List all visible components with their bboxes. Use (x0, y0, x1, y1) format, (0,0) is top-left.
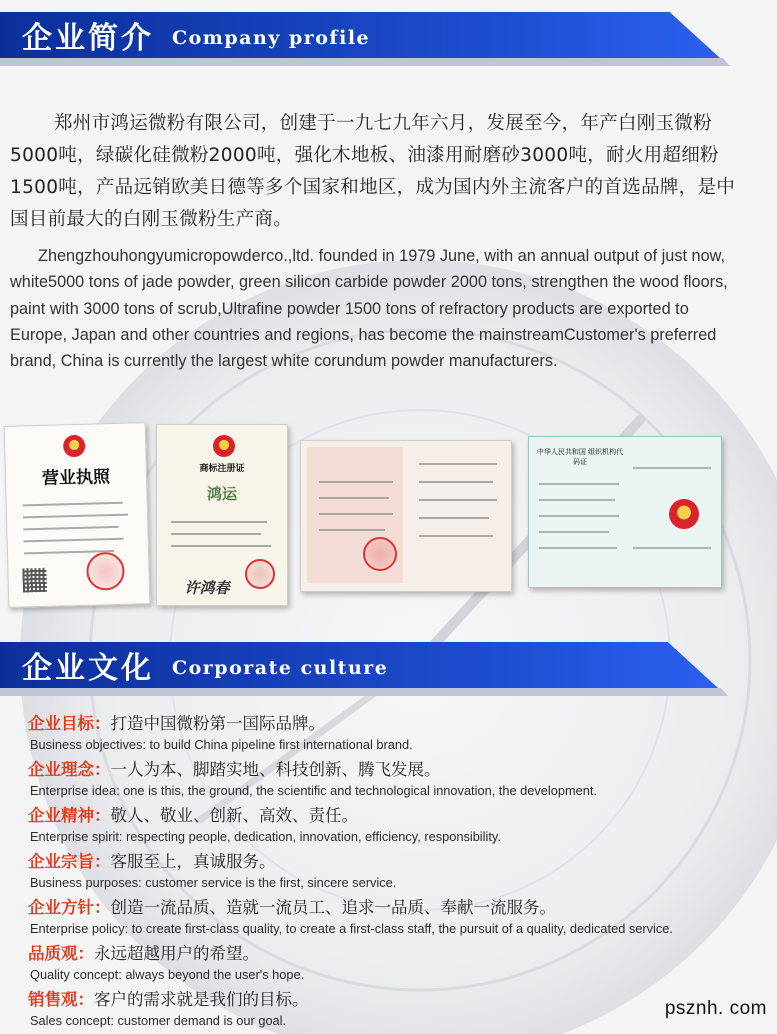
culture-text-zh: 一人为本、脚踏实地、科技创新、腾飞发展。 (110, 760, 441, 779)
tax-registration-certificate (300, 440, 512, 592)
company-profile-banner (0, 12, 720, 58)
qr-code (22, 568, 47, 593)
corporate-culture-title-en: Corporate culture (172, 657, 389, 679)
trademark-mark: 鸿运 (206, 485, 237, 503)
culture-list (28, 712, 768, 1034)
culture-text-en: Enterprise idea: one is this, the ground, the scientific and technological innovation, the development. (30, 783, 597, 798)
culture-item-objectives (28, 712, 768, 753)
culture-text-zh: 打造中国微粉第一国际品牌。 (110, 714, 325, 733)
business-license-title: 营业执照 (41, 467, 111, 489)
trademark-certificate (156, 424, 288, 606)
culture-text-en: Business objectives: to build China pipeline first international brand. (30, 737, 413, 752)
org-code-title: 中华人民共和国 组织机构代码证 (536, 448, 624, 466)
culture-text-en: Enterprise policy: to create first-class quality, to create a first-class staff, the pursuit of a quality, dedicated service. (30, 921, 673, 936)
organization-code-certificate (528, 436, 722, 588)
culture-item-quality (28, 942, 768, 983)
culture-item-idea (28, 758, 768, 799)
culture-text-en: Business purposes: customer service is the first, sincere service. (30, 875, 397, 890)
culture-text-zh: 敬人、敬业、创新、高效、责任。 (110, 806, 358, 825)
red-seal (363, 537, 397, 571)
red-seal (86, 552, 125, 591)
culture-item-sales (28, 988, 768, 1029)
culture-text-en: Enterprise spirit: respecting people, dedication, innovation, efficiency, responsibility. (30, 829, 501, 844)
culture-label: 企业方针： (28, 898, 111, 917)
culture-item-purposes (28, 850, 768, 891)
corporate-culture-banner (0, 642, 718, 688)
culture-label: 销售观： (28, 990, 94, 1009)
culture-text-zh: 创造一流品质、造就一流员工、追求一品质、奉献一流服务。 (110, 898, 556, 917)
trademark-title: 商标注册证 (199, 464, 245, 474)
culture-text-zh: 永远超越用户的希望。 (94, 944, 259, 963)
culture-text-en: Sales concept: customer demand is our goal. (30, 1013, 287, 1028)
company-profile-title-zh: 企业简介 (22, 21, 154, 56)
culture-label: 企业理念： (28, 760, 111, 779)
intro-text-en: Zhengzhouhongyumicropowderco.,ltd. founded in 1979 June, with an annual output of just now, white5000 tons of jade powder, green silicon carbide powder 2000 tons, strengthen the wood floors, paint with 3000 tons of scrub,Ultrafine powder 1500 tons of refractory products are exported to Europe, Japan and other countries and regions, has become the mainstreamCustomer's preferred brand, China is currently the largest white corundum powder manufacturers. (10, 247, 728, 371)
culture-label: 品质观： (28, 944, 94, 963)
culture-label: 企业精神： (28, 806, 111, 825)
intro-text-zh: 郑州市鸿运微粉有限公司，创建于一九七九年六月，发展至今，年产白刚玉微粉5000吨，绿碳化硅微粉2000吨，强化木地板、油漆用耐磨砂3000吨，耐火用超细粉1500吨，产品远销欧美日德等多个国家和地区，成为国内外主流客户的首选品牌，是中国目前最大的白刚玉微粉生产商。 (10, 113, 736, 230)
culture-item-spirit (28, 804, 768, 845)
culture-text-en: Quality concept: always beyond the user's hope. (30, 967, 305, 982)
company-profile-title-en: Company profile (172, 27, 371, 49)
culture-text-zh: 客服至上，真诚服务。 (110, 852, 276, 871)
culture-item-policy (28, 896, 768, 937)
corporate-culture-title-zh: 企业文化 (22, 651, 154, 686)
site-watermark: psznh. com (664, 998, 767, 1019)
culture-label: 企业目标： (28, 714, 111, 733)
culture-text-zh: 客户的需求就是我们的目标。 (94, 990, 309, 1009)
signature: 许鸿春 (184, 579, 230, 597)
culture-label: 企业宗旨： (28, 852, 111, 871)
